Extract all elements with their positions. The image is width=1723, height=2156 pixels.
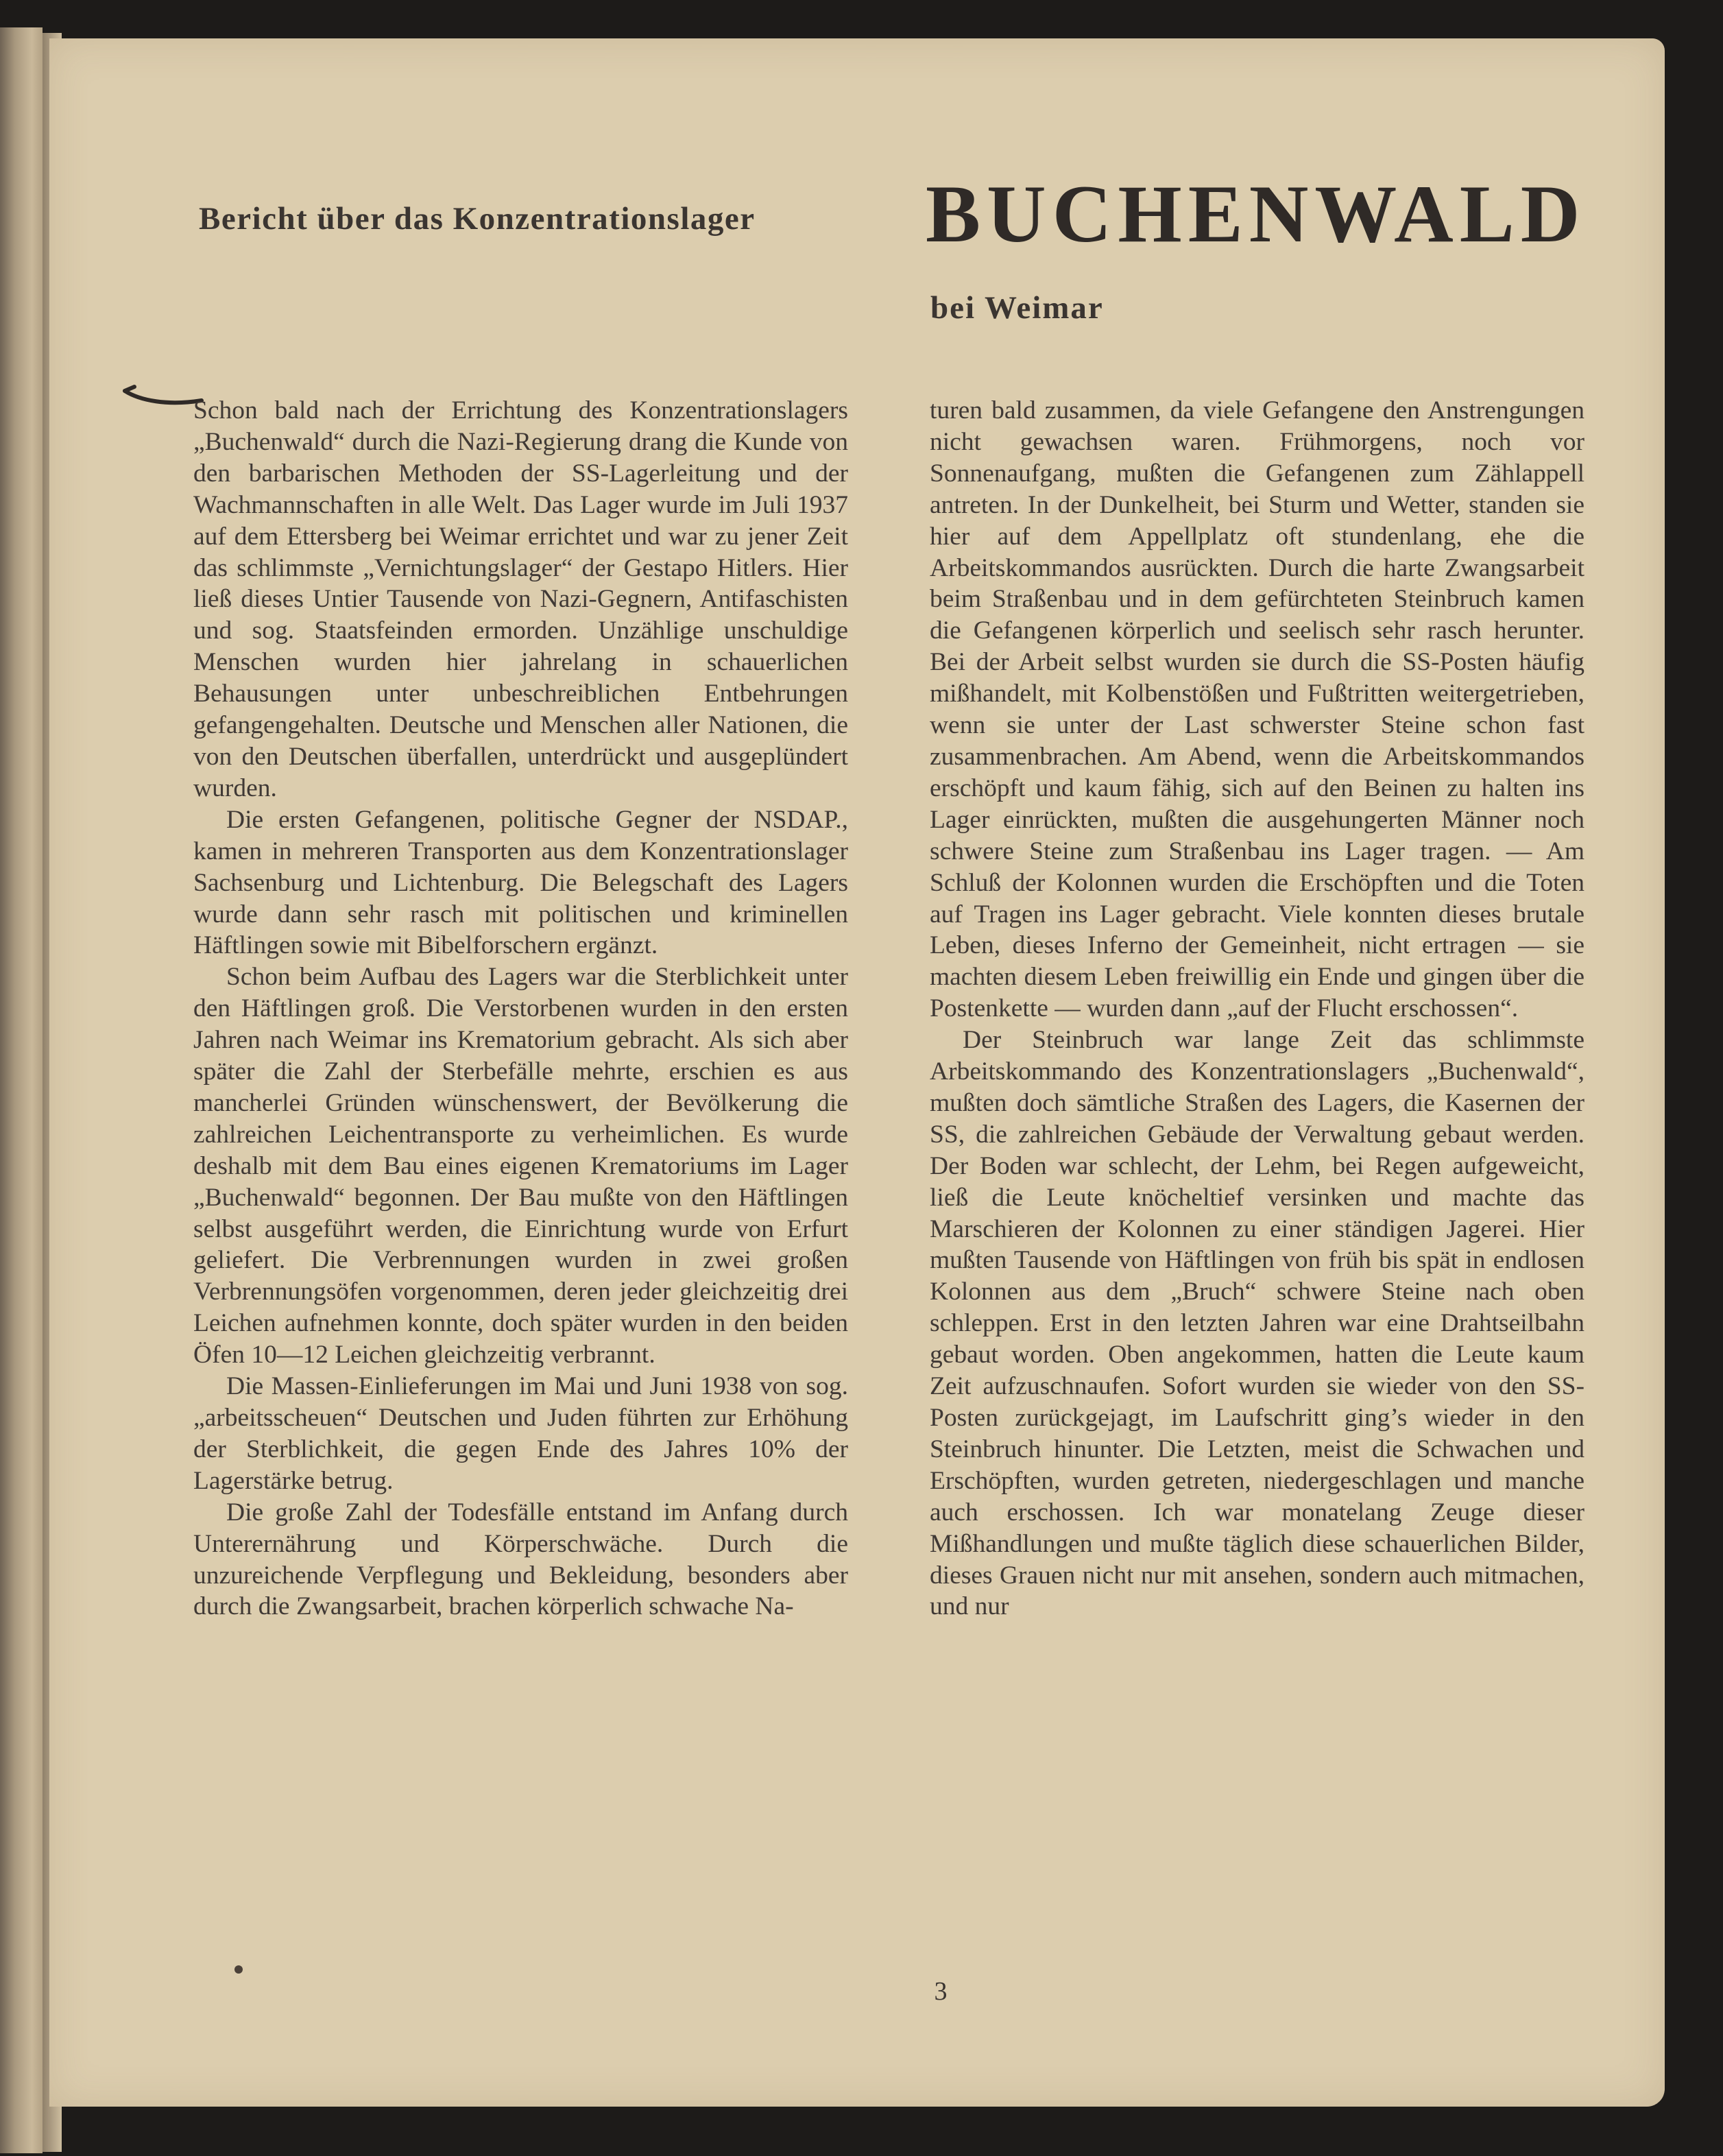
paragraph: turen bald zusammen, da viele Gefangene den Anstrengungen nicht gewachsen waren. Frühmorgens, noch vor Sonnenaufgang, mußten die Gefangenen zum Zählappell antreten. In der Dunkelheit, bei Sturm und Wetter, standen sie hier auf dem Appellplatz oft stundenlang, ehe die Arbeitskommandos ausrückten. Durch die harte Zwangsarbeit beim Straßenbau und in dem gefürchteten Steinbruch kamen die Gefangenen körperlich und seelisch sehr rasch herunter. Bei der Arbeit selbst wurden sie durch die SS-Posten häufig mißhandelt, mit Kolbenstößen und Fußtritten weitergetrieben, wenn sie unter der Last schwerster Steine schon fast zusammenbrachen. Am Abend, wenn die Arbeitskommandos erschöpft und kaum fähig, sich auf den Beinen zu halten ins Lager einrückten, mußten die ausgehungerten Männer noch schwere Steine zum Straßenbau ins Lager tragen. — Am Schluß der Kolonnen wurden die Erschöpften und die Toten auf Tragen ins Lager gebracht. Viele konnten dieses brutale Leben, dieses Inferno der Gemeinheit, nicht ertragen — sie machten diesem Leben freiwillig ein Ende und gingen über die Postenkette — wurden dann „auf der Flucht erschossen“. <box>930 396 1585 1023</box>
article-location: bei Weimar <box>930 290 1104 326</box>
magazine-page <box>49 38 1665 2107</box>
ink-stain-mark <box>234 1965 243 1974</box>
page-number: 3 <box>934 1977 948 2006</box>
paragraph: Die ersten Gefangenen, politische Gegner der NSDAP., kamen in mehreren Transporten aus dem Konzentrationslager Sachsenburg und Lichtenburg. Die Belegschaft des Lagers wurde dann sehr rasch mit politischen und kriminellen Häftlingen sowie mit Bibelforschern ergänzt. <box>193 805 848 960</box>
paragraph: Der Steinbruch war lange Zeit das schlimmste Arbeitskommando des Konzentrationslagers „Buchenwald“, mußten doch sämtliche Straßen des Lagers, die Kasernen der SS, die zahlreichen Gebäude der Verwaltung gebaut werden. Der Boden war schlecht, der Lehm, bei Regen aufgeweicht, ließ die Leute knöcheltief versinken und machte das Marschieren der Kolonnen zu einer ständigen Jagerei. Hier mußten Tausende von Häftlingen von früh bis spät in endlosen Kolonnen aus dem „Bruch“ schwere Steine nach oben schleppen. Erst in den letzten Jahren war eine Drahtseilbahn gebaut worden. Oben angekommen, hatten die Leute kaum Zeit aufzuschnaufen. Sofort wurden sie wieder von den SS-Posten zurückgejagt, im Laufschritt ging’s wieder in den Steinbruch hinunter. Die Letzten, meist die Schwachen und Erschöpften, wurden getreten, niedergeschlagen und manche auch erschossen. Ich war monatelang Zeuge dieser Mißhandlungen und mußte täglich diese schauerlichen Bilder, dieses Grauen nicht nur mit ansehen, sondern auch mitmachen, und nur <box>930 1026 1585 1621</box>
article-subtitle: Bericht über das Konzentrationslager <box>199 201 756 237</box>
paragraph: Schon bald nach der Errichtung des Konzentrationslagers „Buchenwald“ durch die Nazi-Regierung drang die Kunde von den barbarischen Methoden der SS-Lagerleitung und der Wachmannschaften in alle Welt. Das Lager wurde im Juli 1937 auf dem Ettersberg bei Weimar errichtet und war zu jener Zeit das schlimmste „Vernichtungslager“ der Gestapo Hitlers. Hier ließ dieses Untier Tausende von Nazi-Gegnern, Antifaschisten und sog. Staatsfeinden ermorden. Unzählige unschuldige Menschen wurden hier jahrelang in schauerlichen Behausungen unter unbeschreiblichen Entbehrungen gefangengehalten. Deutsche und Menschen aller Nationen, die von den Deutschen überfallen, unterdrückt und ausgeplündert wurden. <box>193 396 848 802</box>
left-page-edge <box>0 27 43 2153</box>
paragraph: Die große Zahl der Todesfälle entstand im Anfang durch Unterernährung und Körperschwäche. Durch die unzureichende Verpflegung und Bekleidung, besonders aber durch die Zwangsarbeit, brachen körperlich schwache Na- <box>193 1498 848 1621</box>
paragraph: Die Massen-Einlieferungen im Mai und Juni 1938 von sog. „arbeitsscheuen“ Deutschen und Juden führten zur Erhöhung der Sterblichkeit, die gegen Ende des Jahres 10% der Lagerstärke betrug. <box>193 1372 848 1495</box>
article-column-right <box>930 395 1585 1622</box>
article-column-left <box>193 395 848 1622</box>
paragraph: Schon beim Aufbau des Lagers war die Sterblichkeit unter den Häftlingen groß. Die Verstorbenen wurden in den ersten Jahren nach Weimar ins Krematorium gebracht. Als sich aber später die Zahl der Sterbefälle mehrte, erschien es aus mancherlei Gründen wünschenswert, der Bevölkerung die zahlreichen Leichentransporte zu verheimlichen. Es wurde deshalb mit dem Bau eines eigenen Krematoriums im Lager „Buchenwald“ begonnen. Der Bau mußte von den Häftlingen selbst ausgeführt werden, die Einrichtung wurde von Erfurt geliefert. Die Verbrennungen wurden in zwei großen Verbrennungsöfen vorgenommen, deren jeder gleichzeitig drei Leichen aufnehmen konnte, doch später wurden in den beiden Öfen 10—12 Leichen gleichzeitig verbrannt. <box>193 963 848 1369</box>
article-title: BUCHENWALD <box>926 168 1587 259</box>
